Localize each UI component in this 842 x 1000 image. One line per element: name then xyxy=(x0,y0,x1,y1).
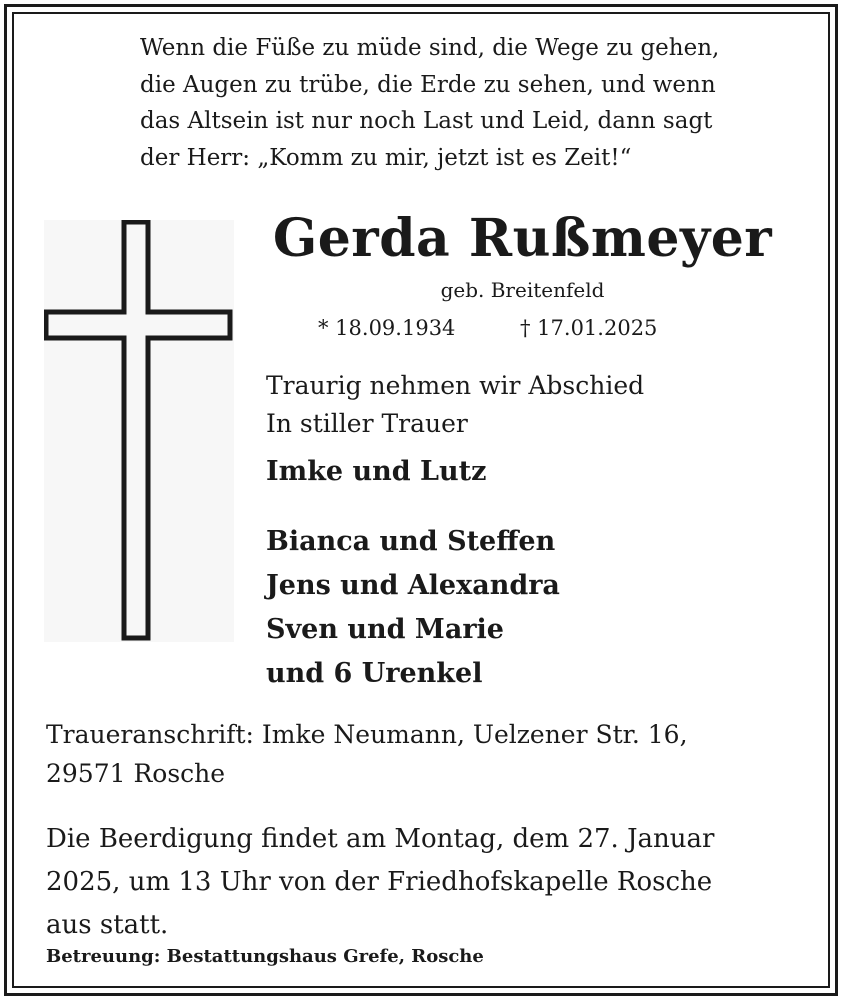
death-date: † 17.01.2025 xyxy=(520,316,658,340)
family-member: und 6 Urenkel xyxy=(266,658,483,689)
poem-verse xyxy=(140,30,800,176)
deceased-name: Gerda Rußmeyer xyxy=(272,208,773,269)
funeral-home-credit: Betreuung: Bestattungshaus Grefe, Rosche xyxy=(46,946,484,967)
funeral-info xyxy=(46,818,714,947)
address-line: 29571 Rosche xyxy=(46,759,226,788)
family-member: Sven und Marie xyxy=(266,614,504,645)
poem-line: Wenn die Füße zu müde sind, die Wege zu gehen, xyxy=(140,35,720,61)
birth-date: * 18.09.1934 xyxy=(318,316,456,340)
funeral-line: 2025, um 13 Uhr von der Friedhofskapelle Rosche xyxy=(46,867,713,897)
mourning-address xyxy=(46,715,688,793)
funeral-line: aus statt. xyxy=(46,910,169,940)
family-member: Bianca und Steffen xyxy=(266,526,556,557)
family-list xyxy=(266,520,560,696)
cross-icon xyxy=(44,220,234,642)
mourning-text xyxy=(266,367,644,443)
poem-line: der Herr: „Komm zu mir, jetzt ist es Zeit!“ xyxy=(140,144,632,171)
funeral-line: Die Beerdigung findet am Montag, dem 27. Januar xyxy=(46,824,715,854)
maiden-name: geb. Breitenfeld xyxy=(440,278,605,302)
poem-line: das Altsein ist nur noch Last und Leid, dann sagt xyxy=(140,108,713,134)
poem-line: die Augen zu trübe, die Erde zu sehen, und wenn xyxy=(140,71,716,98)
mourning-line: Traurig nehmen wir Abschied xyxy=(266,371,645,400)
family-member: Jens und Alexandra xyxy=(266,570,560,601)
address-line: Traueranschrift: Imke Neumann, Uelzener Str. 16, xyxy=(46,720,688,749)
family-primary: Imke und Lutz xyxy=(266,456,487,487)
mourning-line: In stiller Trauer xyxy=(266,409,468,438)
